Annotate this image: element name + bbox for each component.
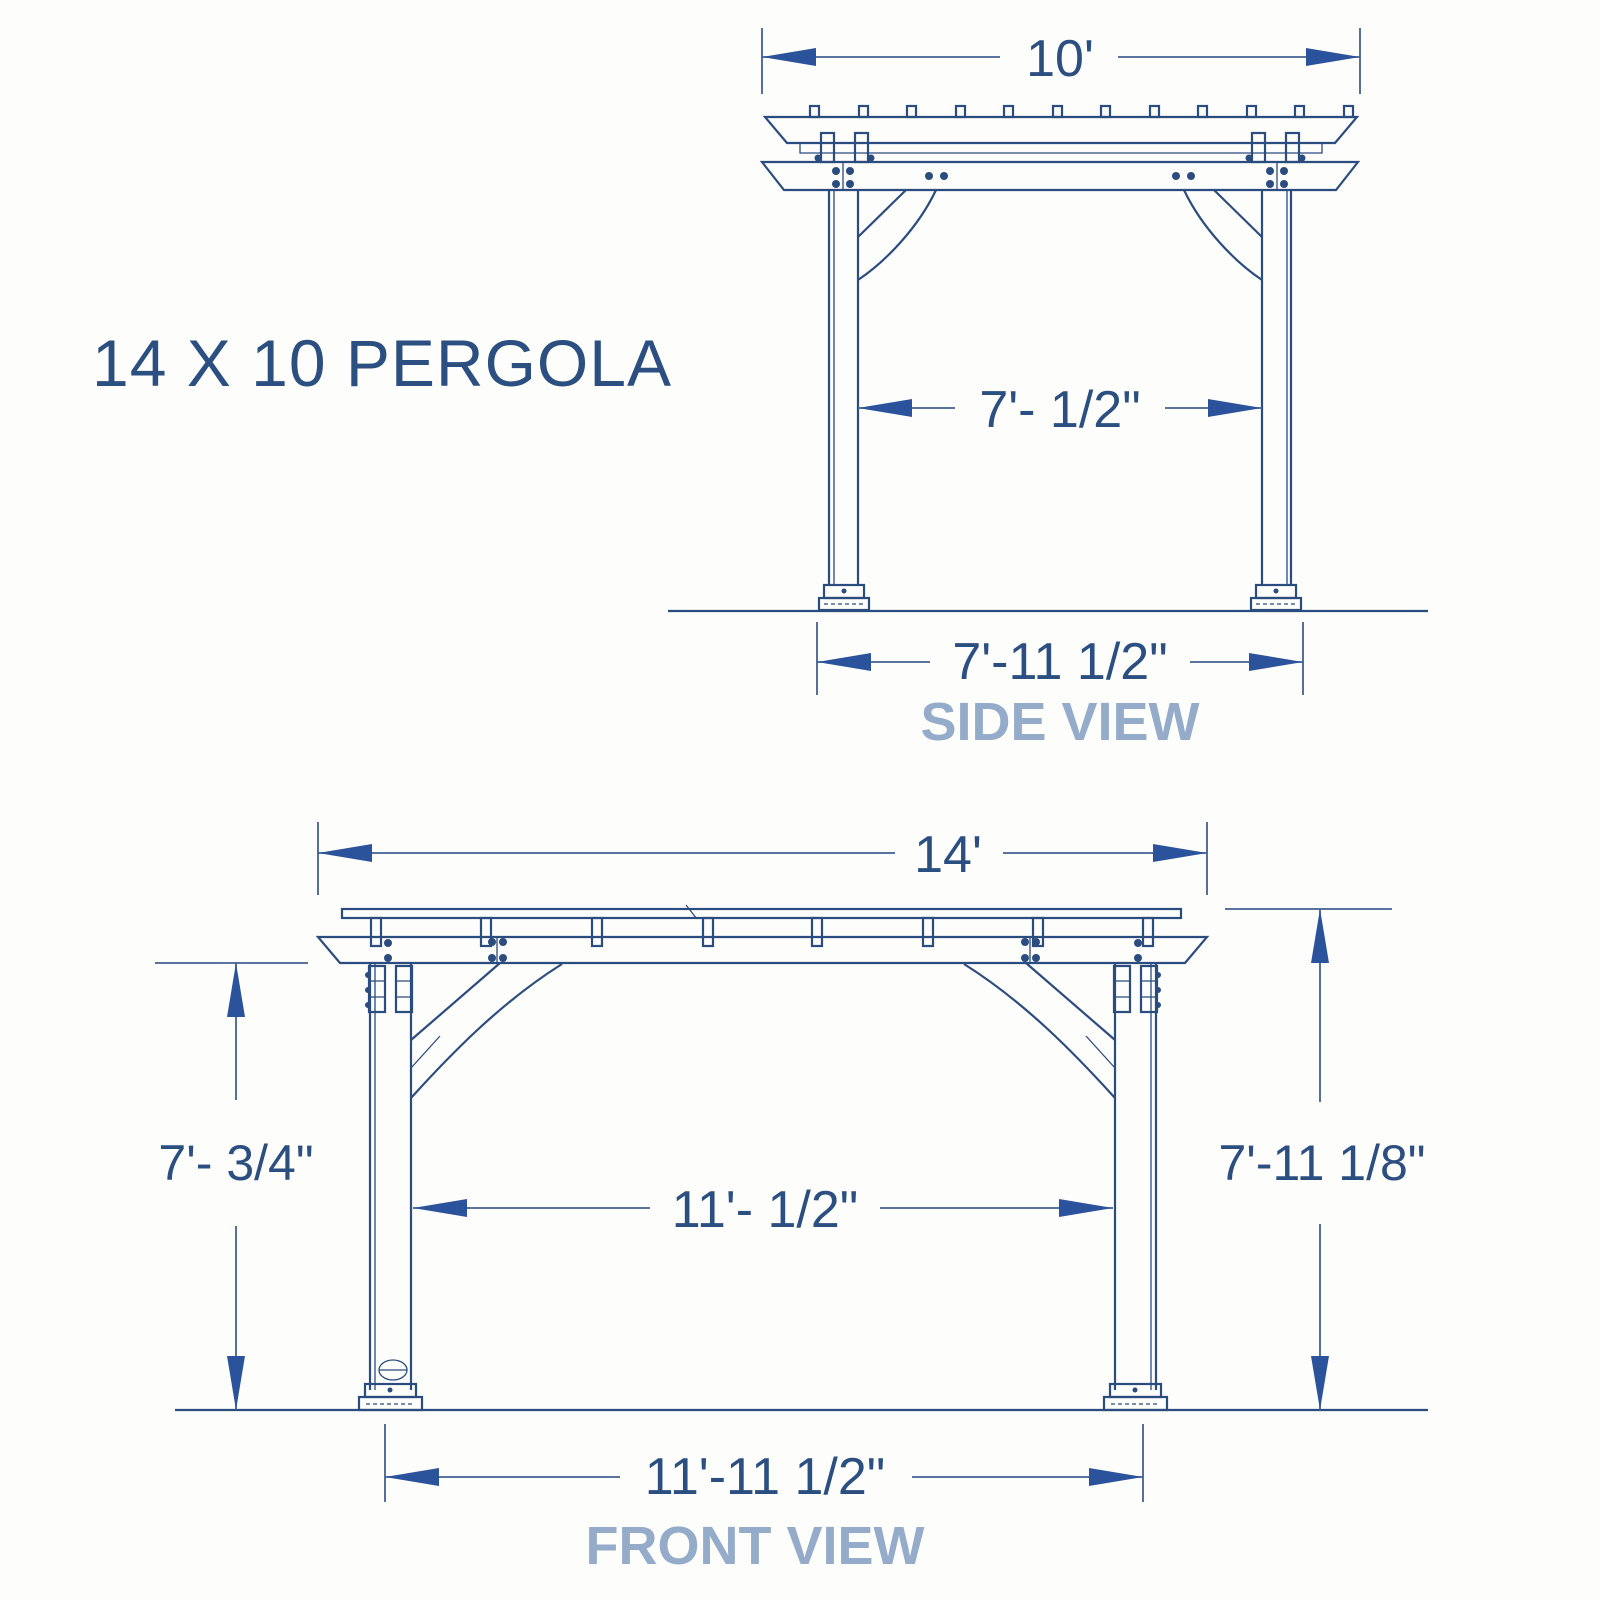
front-knee-brace-left — [411, 963, 562, 1098]
front-header-beam — [318, 937, 1207, 963]
front-knee-brace-right — [964, 963, 1115, 1098]
side-header-bolts — [832, 167, 1288, 188]
side-rafter-beam — [765, 117, 1357, 143]
side-dim-post-spacing-text: 7'- 1/2" — [979, 381, 1141, 439]
side-dim-width-text: 10' — [1026, 30, 1094, 88]
front-view-drawing — [155, 822, 1428, 1576]
front-post-outlet — [379, 1360, 407, 1380]
front-post-clamps-left — [365, 966, 412, 1012]
side-purlin-hardware — [815, 133, 1306, 162]
side-knee-brace-right — [1184, 190, 1262, 280]
front-top-plank — [342, 909, 1181, 918]
front-view-label: FRONT VIEW — [585, 1516, 925, 1576]
side-dim-base-text: 7'-11 1/2" — [952, 633, 1168, 691]
front-post-base-left — [359, 1384, 422, 1410]
front-post-right — [1115, 963, 1156, 1390]
drawing-title: 14 X 10 PERGOLA — [92, 326, 672, 400]
side-dim-base — [817, 622, 1303, 695]
front-dim-height-left — [155, 963, 314, 1410]
front-header-bolts — [384, 938, 1142, 962]
front-dim-post-spacing-text: 11'- 1/2" — [671, 1181, 859, 1239]
side-view-label: SIDE VIEW — [920, 692, 1200, 752]
front-post-left — [370, 963, 411, 1390]
side-post-left — [829, 190, 858, 585]
side-knee-brace-left — [858, 190, 936, 280]
side-post-right — [1262, 190, 1291, 585]
front-dim-base — [385, 1424, 1143, 1506]
front-post-clamps-right — [1114, 966, 1161, 1012]
front-dim-height-right-text: 7'-11 1/8" — [1218, 1135, 1426, 1191]
side-far-beam-edge — [800, 143, 1322, 153]
front-post-base-right — [1104, 1384, 1167, 1410]
front-dim-base-text: 11'-11 1/2" — [644, 1448, 886, 1506]
front-dim-width-text: 14' — [914, 826, 982, 884]
side-dim-width — [762, 28, 1360, 94]
front-dim-height-left-text: 7'- 3/4" — [158, 1135, 314, 1191]
side-view-drawing — [668, 28, 1428, 752]
front-dim-post-spacing — [413, 1181, 1113, 1239]
side-post-base-left — [819, 585, 869, 610]
side-dim-post-spacing — [858, 381, 1262, 439]
side-post-base-right — [1251, 585, 1301, 610]
front-dim-width — [318, 822, 1207, 895]
front-dim-height-right — [1218, 909, 1425, 1410]
side-rafter-tabs — [810, 106, 1353, 117]
